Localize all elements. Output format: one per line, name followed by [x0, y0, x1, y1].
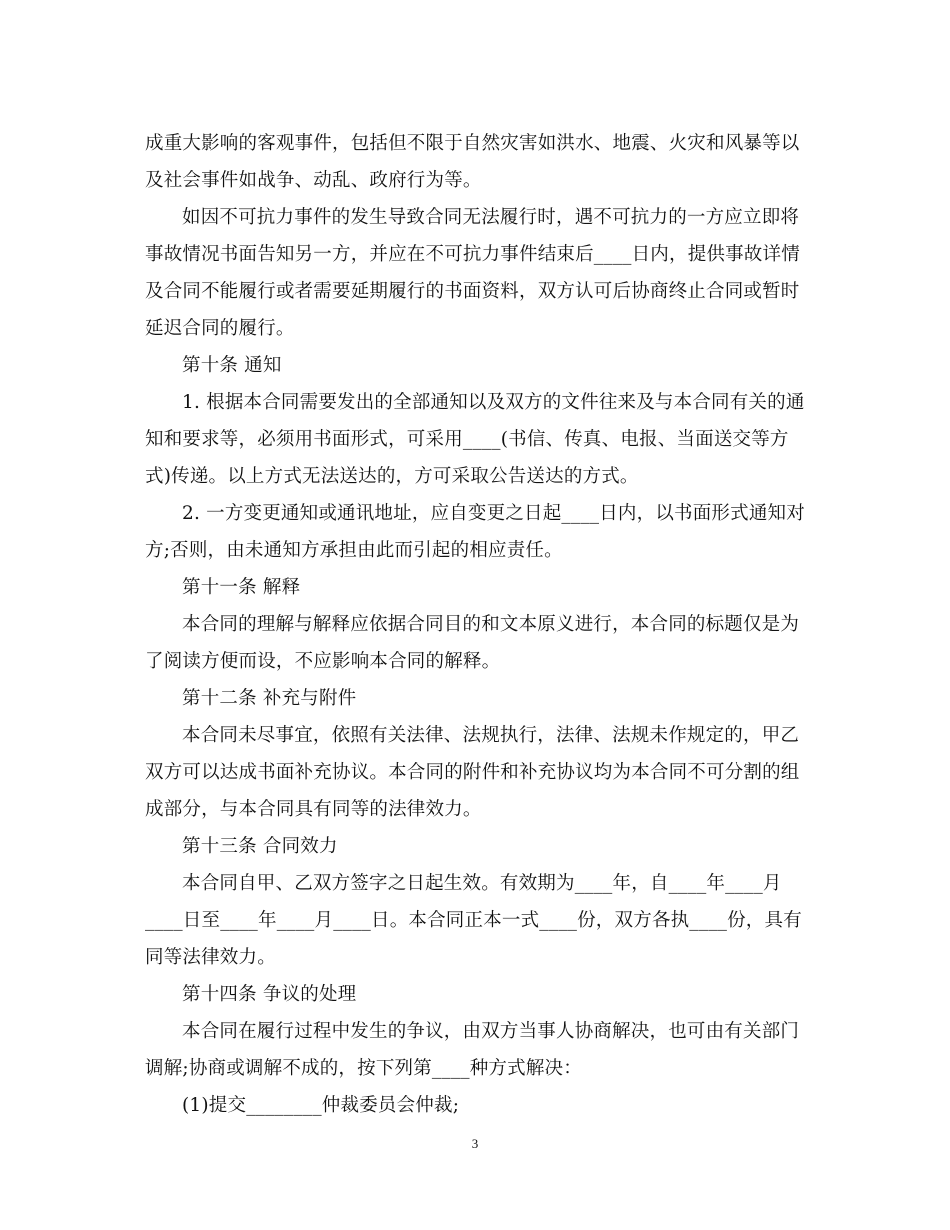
text-line-8: 1. 根据本合同需要发出的全部通知以及双方的文件往来及与本合同有关的通	[182, 392, 805, 413]
text-line-9: 知和要求等，必须用书面形式，可采用____(书信、传真、电报、当面送交等方	[145, 429, 789, 450]
text-line-18: 双方可以达成书面补充协议。本合同的附件和补充协议均为本合同不可分割的组	[145, 762, 800, 783]
text-line-1: 成重大影响的客观事件，包括但不限于自然灾害如洪水、地震、火灾和风暴等以	[145, 133, 800, 154]
section-heading-12: 第十二条 补充与附件	[182, 688, 357, 709]
text-line-11: 2. 一方变更通知或通讯地址，应自变更之日起____日内，以书面形式通知对	[182, 503, 805, 524]
section-heading-11: 第十一条 解释	[182, 577, 301, 598]
text-line-25: 本合同在履行过程中发生的争议，由双方当事人协商解决，也可由有关部门	[182, 1021, 800, 1042]
text-line-5: 及合同不能履行或者需要延期履行的书面资料，双方认可后协商终止合同或暂时	[145, 281, 800, 302]
text-line-27: (1)提交________仲裁委员会仲裁;	[182, 1095, 460, 1116]
text-line-12: 方;否则，由未通知方承担由此而引起的相应责任。	[145, 540, 563, 561]
text-line-6: 延迟合同的履行。	[145, 318, 295, 339]
document-body	[145, 125, 815, 1124]
section-heading-14: 第十四条 争议的处理	[182, 984, 357, 1005]
text-line-22: ____日至____年____月____日。本合同正本一式____份，双方各执____份，具有	[145, 910, 802, 931]
text-line-21: 本合同自甲、乙双方签字之日起生效。有效期为____年，自____年____月	[182, 873, 782, 894]
text-line-4: 事故情况书面告知另一方，并应在不可抗力事件结束后____日内，提供事故详情	[145, 244, 800, 265]
text-line-17: 本合同未尽事宜，依照有关法律、法规执行，法律、法规未作规定的，甲乙	[182, 725, 800, 746]
text-line-3: 如因不可抗力事件的发生导致合同无法履行时，遇不可抗力的一方应立即将	[182, 207, 800, 228]
text-line-26: 调解;协商或调解不成的，按下列第____种方式解决：	[145, 1058, 582, 1079]
page-number: 3	[471, 1136, 479, 1151]
section-heading-10: 第十条 通知	[182, 355, 282, 376]
text-line-14: 本合同的理解与解释应依据合同目的和文本原义进行，本合同的标题仅是为	[182, 614, 800, 635]
section-heading-13: 第十三条 合同效力	[182, 836, 338, 857]
text-line-23: 同等法律效力。	[145, 947, 276, 968]
text-line-15: 了阅读方便而设，不应影响本合同的解释。	[145, 651, 501, 672]
text-line-10: 式)传递。以上方式无法送达的，方可采取公告送达的方式。	[145, 466, 639, 487]
text-line-19: 成部分，与本合同具有同等的法律效力。	[145, 799, 482, 820]
text-line-2: 及社会事件如战争、动乱、政府行为等。	[145, 170, 482, 191]
